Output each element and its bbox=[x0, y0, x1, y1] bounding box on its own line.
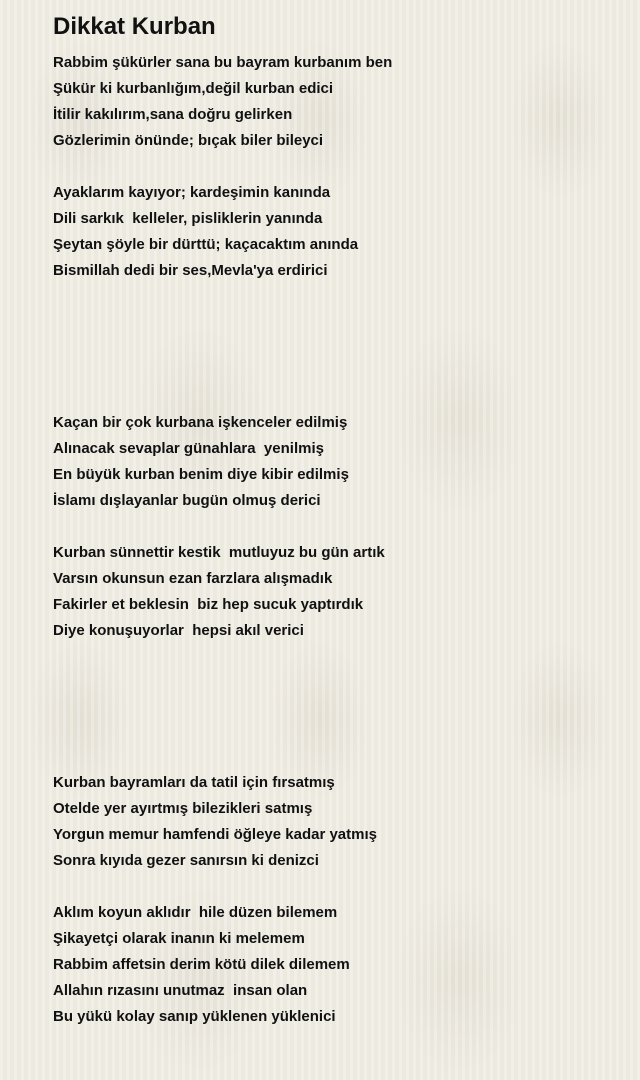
stanza-6 bbox=[53, 900, 623, 1030]
section-spacer bbox=[53, 644, 623, 770]
poem-line: Rabbim affetsin derim kötü dilek dilemem bbox=[53, 956, 350, 973]
poem-line: Şükür ki kurbanlığım,değil kurban edici bbox=[53, 80, 334, 97]
stanza-4 bbox=[53, 540, 623, 644]
stanza-spacer bbox=[53, 154, 623, 180]
poem-line: Otelde yer ayırtmış bilezikleri satmış bbox=[53, 800, 313, 817]
poem-line: Alınacak sevaplar günahlara yenilmiş bbox=[53, 440, 324, 457]
poem-line: Şikayetçi olarak inanın ki melemem bbox=[53, 930, 305, 947]
poem-line: Bu yükü kolay sanıp yüklenen yüklenici bbox=[53, 1008, 336, 1025]
poem-line: Şeytan şöyle bir dürttü; kaçacaktım anında bbox=[53, 236, 359, 253]
stanza-2 bbox=[53, 180, 623, 284]
poem-line: Aklım koyun aklıdır hile düzen bilemem bbox=[53, 904, 338, 921]
poem-line: Ayaklarım kayıyor; kardeşimin kanında bbox=[53, 184, 331, 201]
poem-line: Diye konuşuyorlar hepsi akıl verici bbox=[53, 622, 304, 639]
poem-line: Kaçan bir çok kurbana işkenceler edilmiş bbox=[53, 414, 348, 431]
poem-line: İslamı dışlayanlar bugün olmuş derici bbox=[53, 492, 321, 509]
poem-line: Sonra kıyıda gezer sanırsın ki denizci bbox=[53, 852, 319, 869]
poem-line: Varsın okunsun ezan farzlara alışmadık bbox=[53, 570, 333, 587]
poem-line: Kurban sünnettir kestik mutluyuz bu gün artık bbox=[53, 544, 385, 561]
poem-line: Rabbim şükürler sana bu bayram kurbanım ben bbox=[53, 54, 393, 71]
poem-line: Kurban bayramları da tatil için fırsatmış bbox=[53, 774, 335, 791]
poem-line: İtilir kakılırım,sana doğru gelirken bbox=[53, 106, 293, 123]
poem-line: Bismillah dedi bir ses,Mevla'ya erdirici bbox=[53, 262, 328, 279]
poem-container bbox=[53, 10, 623, 1030]
poem-line: Yorgun memur hamfendi öğleye kadar yatmış bbox=[53, 826, 377, 843]
poem-line: Fakirler et beklesin biz hep sucuk yaptırdık bbox=[53, 596, 364, 613]
stanza-spacer bbox=[53, 514, 623, 540]
poem-line: Allahın rızasını unutmaz insan olan bbox=[53, 982, 308, 999]
poem-title: Dikkat Kurban bbox=[53, 13, 216, 40]
stanza-5 bbox=[53, 770, 623, 874]
stanza-spacer bbox=[53, 874, 623, 900]
section-spacer bbox=[53, 284, 623, 410]
stanza-1 bbox=[53, 50, 623, 154]
poem-line: En büyük kurban benim diye kibir edilmiş bbox=[53, 466, 349, 483]
poem-line: Gözlerimin önünde; bıçak biler bileyci bbox=[53, 132, 324, 149]
poem-line: Dili sarkık kelleler, pisliklerin yanında bbox=[53, 210, 323, 227]
stanza-3 bbox=[53, 410, 623, 514]
